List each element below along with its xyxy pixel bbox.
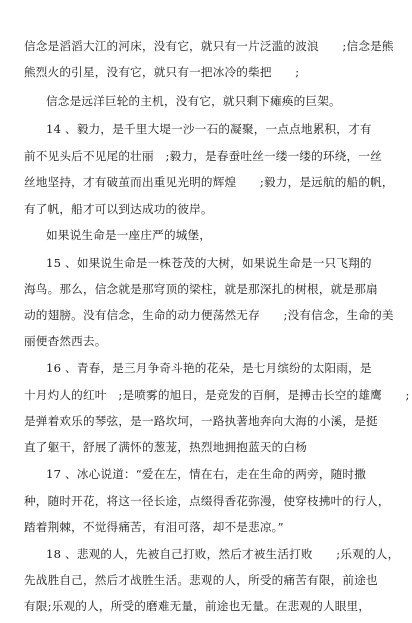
text-line: 动的翅膀。没有信念，生命的动力便荡然无存 ;没有信念，生命的美	[24, 308, 394, 322]
text-line: 14 、毅力，是千里大堤一沙一石的凝聚，一点点地累积，才有	[46, 122, 372, 136]
text-line: 如果说生命是一座庄严的城堡，	[46, 228, 212, 242]
text-line: 有限;乐观的人，所受的磨难无量，前途也无量。在悲观的人眼里，	[24, 599, 371, 613]
text-line: 踏着荆棘，不觉得痛苦，有泪可落，却不是悲凉。”	[24, 520, 284, 534]
text-line: 18 、悲观的人，先被自己打败，然后才被生活打败 ;乐观的人，	[46, 547, 400, 561]
text-line: 15 、如果说生命是一株苍茂的大树，如果说生命是一只飞翔的	[46, 256, 372, 270]
text-line: 前不见头后不见尾的壮丽 ;毅力，是春蚕吐丝一缕一缕的环绕，一丝	[24, 149, 382, 163]
text-line: 有了帆，船才可以到达成功的彼岸。	[24, 202, 213, 216]
text-line: 丝地坚持，才有破茧而出重见光明的辉煌 ;毅力，是远航的船的帆，	[24, 175, 394, 189]
text-line: 熊烈火的引星，没有它，就只有一把冰冷的柴把 ;	[24, 65, 300, 79]
text-line: 17 、冰心说道：“爱在左，情在右，走在生命的两旁，随时撒	[46, 467, 367, 481]
text-line: 16 、青春，是三月争奇斗艳的花朵，是七月缤纷的太阳雨，是	[46, 361, 372, 375]
text-line: 丽便杳然西去。	[24, 334, 107, 348]
text-line: 十月灼人的红叶 ;是喷雾的旭日，是竞发的百舸，是搏击长空的雄鹰 ;	[24, 388, 410, 402]
text-line: 信念是远洋巨轮的主机，没有它，就只剩下瘫痪的巨架。	[46, 94, 341, 108]
text-line: 是弹着欢乐的琴弦，是一路坎坷，一路执著地奔向大海的小溪，是挺	[24, 414, 378, 428]
text-line: 先战胜自己，然后才战胜生活。悲观的人，所受的痛苦有限，前途也	[24, 573, 378, 587]
text-line: 信念是滔滔大江的河床，没有它，就只有一片泛滥的波浪 ;信念是熊	[24, 39, 394, 53]
text-line: 种，随时开花，将这一径长途，点缀得香花弥漫，使穿枝拂叶的行人，	[24, 494, 390, 508]
text-line: 直了躯干，舒展了满怀的葱茏，热烈地拥抱蓝天的白杨	[24, 440, 308, 454]
text-line: 海鸟。那么，信念就是那穹顶的梁柱，就是那深扎的树根，就是那扇	[24, 282, 378, 296]
